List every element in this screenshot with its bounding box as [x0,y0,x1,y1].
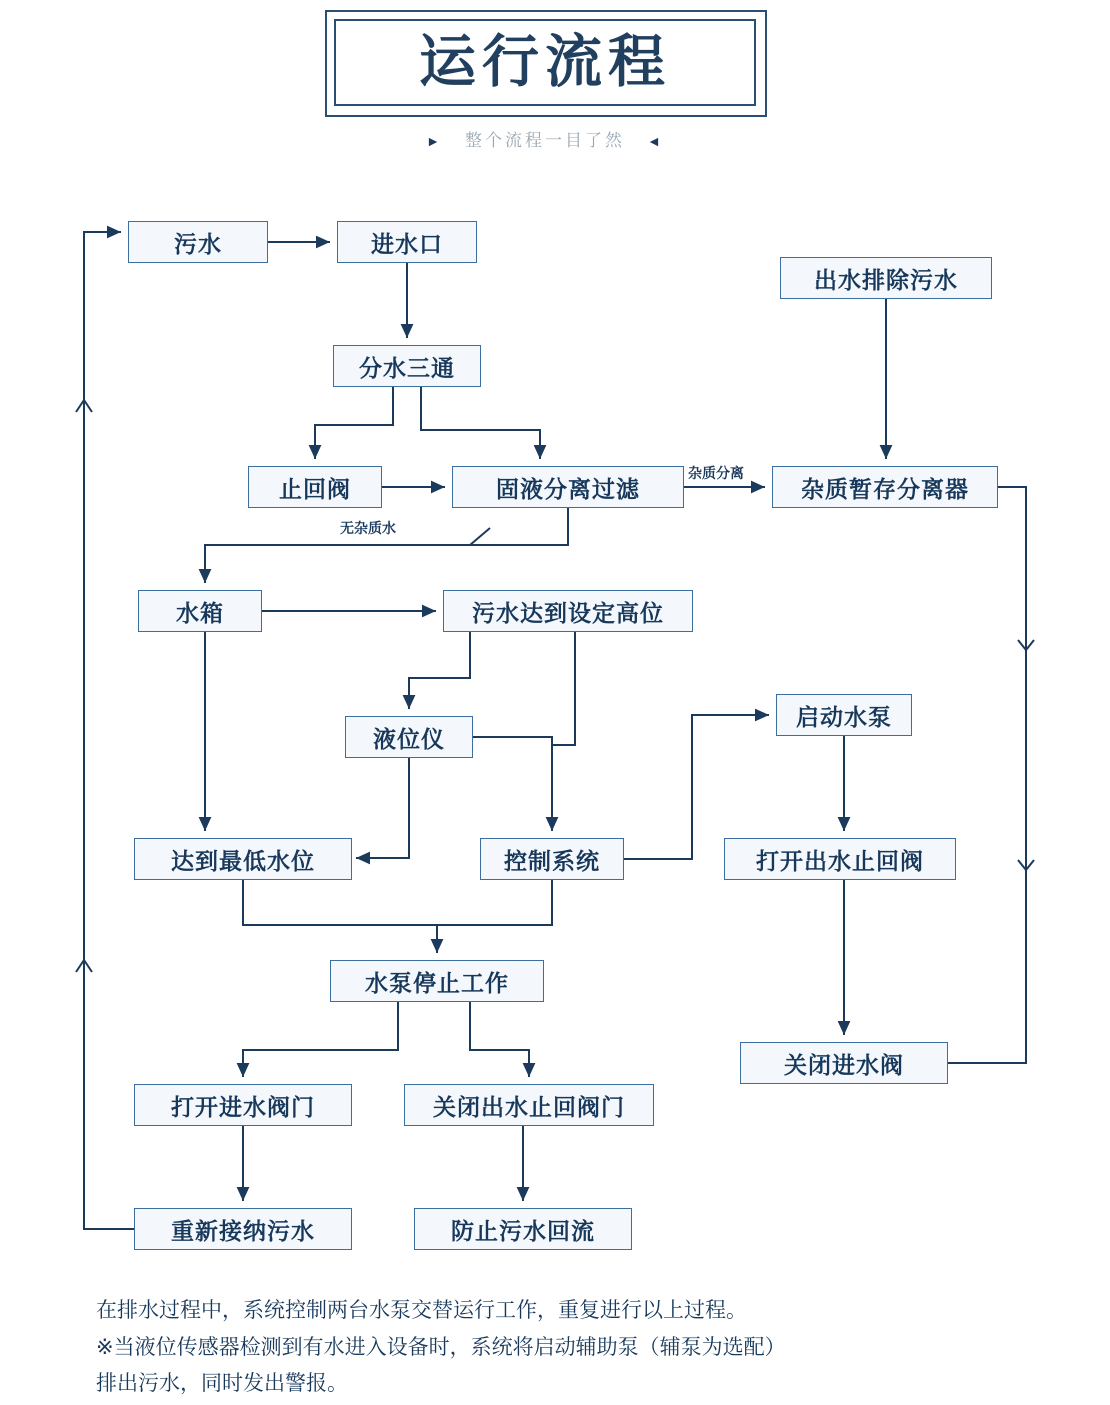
node-sewage[interactable]: 污水 [128,221,268,263]
node-water-tank[interactable]: 水箱 [138,590,262,632]
node-control-system[interactable]: 控制系统 [480,838,624,880]
node-low-level[interactable]: 达到最低水位 [134,838,352,880]
node-level-gauge[interactable]: 液位仪 [345,716,473,758]
page-title: 运行流程 [419,30,671,94]
footer-line-2: ※当液位传感器检测到有水进入设备时，系统将启动辅助泵（辅泵为选配） [96,1335,786,1359]
node-prevent-backflow[interactable]: 防止污水回流 [414,1208,632,1250]
subtitle-row [325,126,765,151]
node-open-outlet-valve[interactable]: 打开出水止回阀 [724,838,956,880]
edge-label-impurity-separation: 杂质分离 [688,465,744,481]
edge-label-clean-water: 无杂质水 [340,520,396,536]
node-inlet[interactable]: 进水口 [337,221,477,263]
footer-line-3: 排出污水，同时发出警报。 [96,1372,348,1396]
node-impurity-separator[interactable]: 杂质暂存分离器 [772,466,998,508]
node-open-inlet-valve[interactable]: 打开进水阀门 [134,1084,352,1126]
triangle-right-icon: ► [426,133,443,149]
footer-line-1: 在排水过程中，系统控制两台水泵交替运行工作，重复进行以上过程。 [96,1299,747,1322]
subtitle-text: 整个流程一目了然 [465,131,625,150]
title-inner-border [334,19,756,106]
node-pump-stop[interactable]: 水泵停止工作 [330,960,544,1002]
triangle-left-icon: ◄ [647,133,664,149]
node-close-inlet-valve[interactable]: 关闭进水阀 [740,1042,948,1084]
title-frame [325,10,765,115]
node-close-outlet-valve[interactable]: 关闭出水止回阀门 [404,1084,654,1126]
node-start-pump[interactable]: 启动水泵 [776,694,912,736]
node-high-level[interactable]: 污水达到设定高位 [443,590,693,632]
node-splitter[interactable]: 分水三通 [333,345,481,387]
node-solid-liquid-filter[interactable]: 固液分离过滤 [452,466,684,508]
footer-notes [96,1295,1046,1405]
node-reaccept-sewage[interactable]: 重新接纳污水 [134,1208,352,1250]
node-check-valve[interactable]: 止回阀 [248,466,382,508]
node-outlet-discharge[interactable]: 出水排除污水 [780,257,992,299]
